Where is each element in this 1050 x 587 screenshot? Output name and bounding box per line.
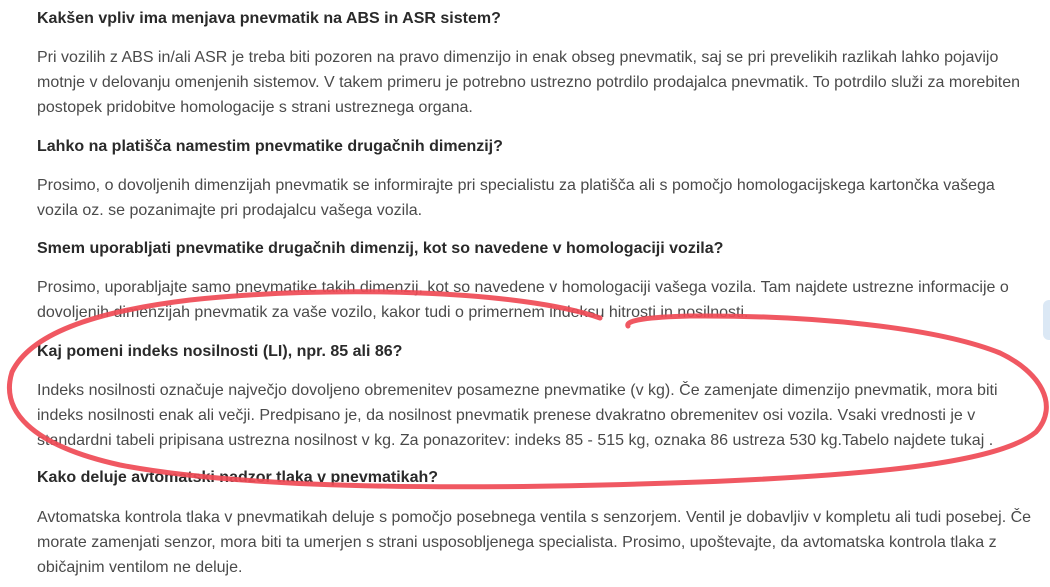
faq-question-pressure-monitoring[interactable]: Kako deluje avtomatski nadzor tlaka v pnevmatikah? [37,469,439,486]
faq-question-rim-dimensions[interactable]: Lahko na platišča namestim pnevmatike drugačnih dimenzij? [37,138,503,155]
faq-answer-homologation: Prosimo, uporabljajte samo pnevmatike takih dimenzij, kot so navedene v homologaciji vašega vozila. Tam najdete ustrezne informacije o dovoljenih dimenzijah pnevmatik za vaše vozilo, kakor tudi o primernem indeksu hitrosti in nosilnosti. [37,279,1009,321]
faq-answer-rim-dimensions: Prosimo, o dovoljenih dimenzijah pnevmatik se informirajte pri specialistu za platišča ali s pomočjo homologacijskega kartončka vašega vozila oz. se pozanimajte pri prodajalcu vašega vozila. [37,177,995,219]
faq-question-load-index[interactable]: Kaj pomeni indeks nosilnosti (LI), npr. 85 ali 86? [37,343,403,360]
faq-answer-pressure-monitoring: Avtomatska kontrola tlaka v pnevmatikah deluje s pomočjo posebnega ventila s senzorjem. Ventil je dobavljiv v kompletu ali tudi posebej. Če morate zamenjati senzor, mora biti ta umerjen s strani usposobljenega specialista. Prosimo, upoštevajte, da avtomatska kontrola tlaka z običajnim ventilom ne deluje. [37,509,1032,576]
faq-answer-load-index: Indeks nosilnosti označuje največjo dovoljeno obremenitev posamezne pnevmatike (v kg). Če zamenjate dimenzijo pnevmatik, mora biti indeks nosilnosti enak ali večji. Predpisano je, da nosilnost pnevmatik prenese dvakratno obremenitev osi vozila. Vsaki vrednosti je v standardni tabeli pripisana ustrezna nosilnost v kg. Za ponazoritev: indeks 85 - 515 kg, oznaka 86 ustreza 530 kg.Tabelo najdete tukaj . [37,382,998,449]
faq-question-abs-asr[interactable]: Kakšen vpliv ima menjava pnevmatik na ABS in ASR sistem? [37,10,501,27]
scrollbar-handle[interactable] [1043,300,1050,340]
faq-answer-abs-asr: Pri vozilih z ABS in/ali ASR je treba biti pozoren na pravo dimenzijo in enak obseg pnevmatik, saj se pri prevelikih razlikah lahko pojavijo motnje v delovanju omenjenih sistemov. V takem primeru je potrebno ustrezno potrdilo prodajalca pnevmatik. To potrdilo služi za morebiten postopek pridobitve homologacije s strani ustreznega organa. [37,49,1021,116]
faq-question-homologation[interactable]: Smem uporabljati pnevmatike drugačnih dimenzij, kot so navedene v homologaciji vozila? [37,240,724,257]
